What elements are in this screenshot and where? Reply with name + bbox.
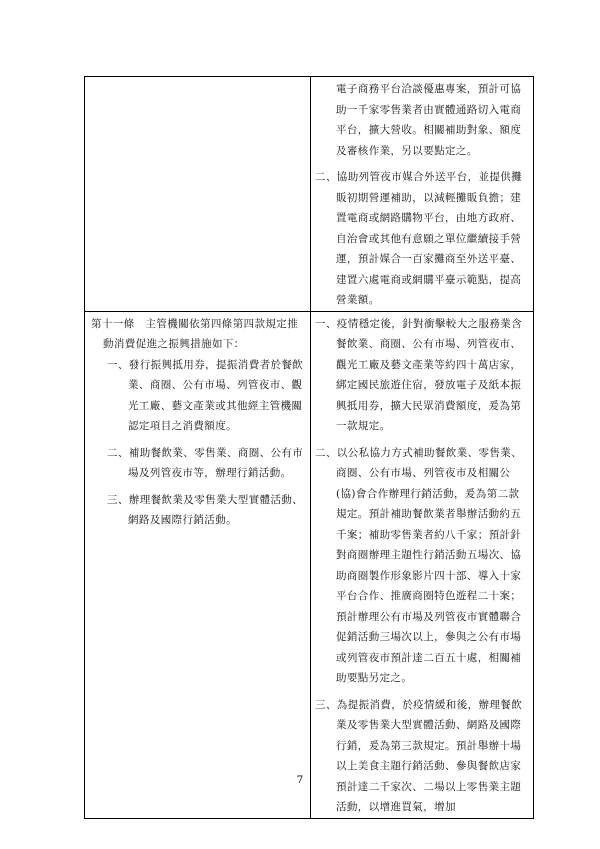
page-number: 7	[296, 774, 304, 786]
article-item: 三、辦理餐飲業及零售業大型實體活動、網路及國際行銷活動。	[107, 493, 304, 526]
article-cell	[85, 77, 311, 312]
explanation-cell	[311, 311, 534, 818]
article-heading: 第十一條 主管機關依第四條第四款規定推動消費促進之振興措施如下：	[91, 317, 299, 350]
explanation-item: 三、為提振消費，於疫情緩和後，辦理餐飲業及零售業大型實體活動、網路及國際行銷，爰為第三款規定。預計舉辦十場以上美食主題行銷活動、參與餐飲店家預計達二千家次、二場以上零售業主題活動，以增進買氣，增加	[315, 698, 523, 813]
explanation-item: 一、疫情穩定後，針對衝擊較大之服務業含餐飲業、商圈、公有市場、列管夜市、觀光工廠及藝文產業等約四十萬店家，綁定國民旅遊住宿，發放電子及紙本振興抵用券，擴大民眾消費額度，爰為第一款規定。	[315, 317, 523, 432]
article-item: 一、發行振興抵用券，提振消費者於餐飲業、商圈、公有市場、列管夜市、觀光工廠、藝文產業或其他經主管機關認定項目之消費額度。	[107, 358, 304, 432]
article-cell	[85, 311, 311, 818]
explanation-item: 二、以公私協力方式補助餐飲業、零售業、商圈、公有市場、列管夜市及相關公(協)會合作辦理行銷活動，爰為第二款規定。預計補助餐飲業者舉辦活動約五千案；補助零售業者約八千家；預計針對商圈辦理主題性行銷活動五場次、協助商圈製作形象影片四十部、導入十家平台合作、推廣商圈特色遊程二十案；預計辦理公有市場及列管夜市實體聯合促銷活動三場次以上，參與之公有市場或列管夜市預計達二百五十處，相關補助要點另定之。	[315, 446, 523, 684]
article-item: 二、補助餐飲業、零售業、商圈、公有市場及列管夜市等，辦理行銷活動。	[107, 446, 304, 479]
table-row	[85, 311, 534, 818]
explanation-item: 二、協助列管夜市媒合外送平台，並提供攤販初期營運補助，以減輕攤販負擔；建置電商或網路購物平台，由地方政府、自治會或其他有意願之單位繼續接手營運，預計媒合一百家攤商至外送平臺、建置六處電商或網購平臺示範點，提高營業額。	[315, 171, 523, 306]
explanation-continuation: 電子商務平台洽談優惠專案，預計可協助一千家零售業者由實體通路切入電商平台，擴大營收。相關補助對象、額度及審核作業，另以要點定之。	[336, 83, 522, 157]
table-row	[85, 77, 534, 312]
explanation-cell	[311, 77, 534, 312]
article-text	[85, 77, 310, 79]
comparison-table	[84, 76, 534, 819]
